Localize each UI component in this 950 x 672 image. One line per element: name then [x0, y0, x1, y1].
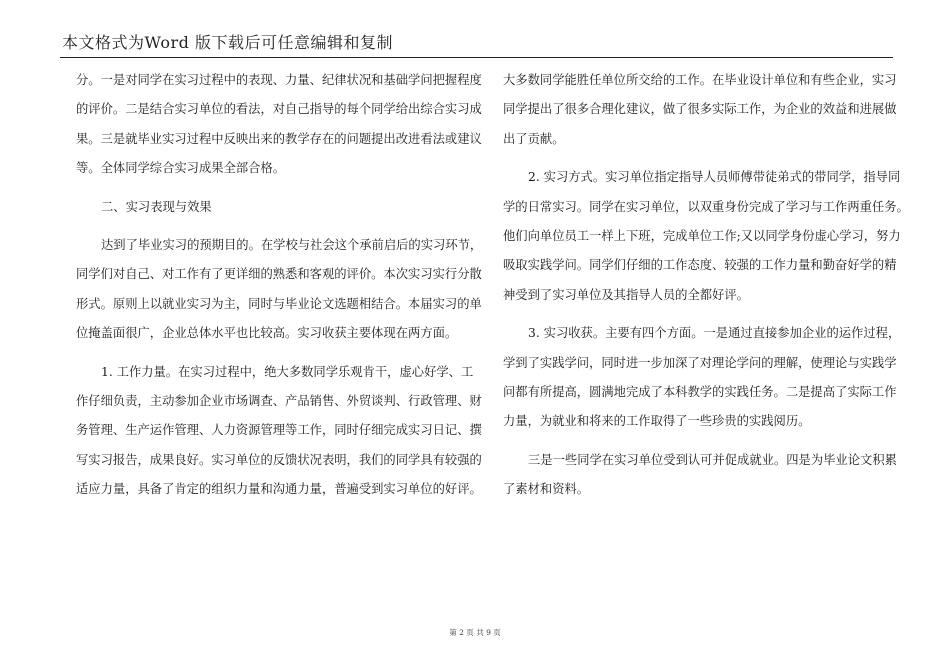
- text-line: 出了贡献。: [503, 131, 565, 146]
- text-line: 写实习报告，成果良好。实习单位的反馈状况表明，我们的同学具有较强的: [76, 452, 482, 467]
- text-line: 问都有所提高，圆满地完成了本科教学的实践任务。二是提高了实际工作: [503, 384, 897, 399]
- text-line: 1. 工作力量。在实习过程中，绝大多数同学乐观肯干，虚心好学、工: [101, 364, 474, 379]
- text-line: 同学们对自己、对工作有了更详细的熟悉和客观的评价。本次实习实行分散: [76, 267, 482, 282]
- left-text-column: [76, 66, 483, 504]
- text-line: 力量，为就业和将来的工作取得了一些珍贵的实践阅历。: [503, 414, 811, 429]
- text-line: 大多数同学能胜任单位所交给的工作。在毕业设计单位和有些企业，实习: [503, 73, 897, 87]
- text-line: 适应力量，具备了肯定的组织力量和沟通力量，普遍受到实习单位的好评。: [76, 482, 482, 497]
- text-line: 二、实习表现与效果: [101, 199, 212, 214]
- text-line: 三是一些同学在实习单位受到认可并促成就业。四是为毕业论文积累: [528, 452, 897, 467]
- text-line: 的评价。二是结合实习单位的看法，对自己指导的每个同学给出综合实习成: [76, 102, 482, 117]
- text-line: 作仔细负责，主动参加企业市场调查、产品销售、外贸谈判、行政管理、财: [76, 393, 482, 408]
- text-line: 了素材和资料。: [503, 482, 590, 497]
- text-line: 分。一是对同学在实习过程中的表现、力量、纪律状况和基础学问把握程度: [76, 73, 482, 87]
- text-line: 同学提出了很多合理化建议，做了很多实际工作，为企业的效益和进展做: [503, 102, 897, 117]
- right-text-column: [503, 66, 909, 504]
- text-line: 务管理、生产运作管理、人力资源管理等工作，同时仔细完成实习日记、撰: [76, 423, 482, 438]
- page-number: 第 2 页 共 9 页: [449, 628, 501, 637]
- text-line: 他们向单位员工一样上下班，完成单位工作;又以同学身份虚心学习，努力: [503, 228, 901, 243]
- text-line: 3. 实习收获。主要有四个方面。一是通过直接参加企业的运作过程，: [528, 326, 901, 341]
- document-header-title: 本文格式为Word 版下载后可任意编辑和复制: [62, 33, 393, 52]
- text-line: 达到了毕业实习的预期目的。在学校与社会这个承前启后的实习环节，: [101, 237, 483, 252]
- header-divider: [60, 57, 893, 58]
- text-line: 等。全体同学综合实习成果全部合格。: [76, 161, 286, 176]
- text-line: 位掩盖面很广，企业总体水平也比较高。实习收获主要体现在两方面。: [76, 326, 458, 341]
- text-line: 2. 实习方式。实习单位指定指导人员师傅带徒弟式的带同学，指导同: [528, 170, 901, 185]
- text-line: 吸取实践学问。同学们仔细的工作态度、较强的工作力量和勤奋好学的精: [503, 258, 897, 273]
- text-line: 学的日常实习。同学在实习单位，以双重身份完成了学习与工作两重任务。: [503, 199, 909, 214]
- text-line: 形式。原则上以就业实习为主，同时与毕业论文选题相结合。本届实习的单: [76, 296, 482, 311]
- text-line: 果。三是就毕业实习过程中反映出来的教学存在的问题提出改进看法或建议: [76, 131, 482, 146]
- text-line: 学到了实践学问，同时进一步加深了对理论学问的理解，使理论与实践学: [503, 355, 897, 370]
- text-line: 神受到了实习单位及其指导人员的全都好评。: [503, 287, 749, 302]
